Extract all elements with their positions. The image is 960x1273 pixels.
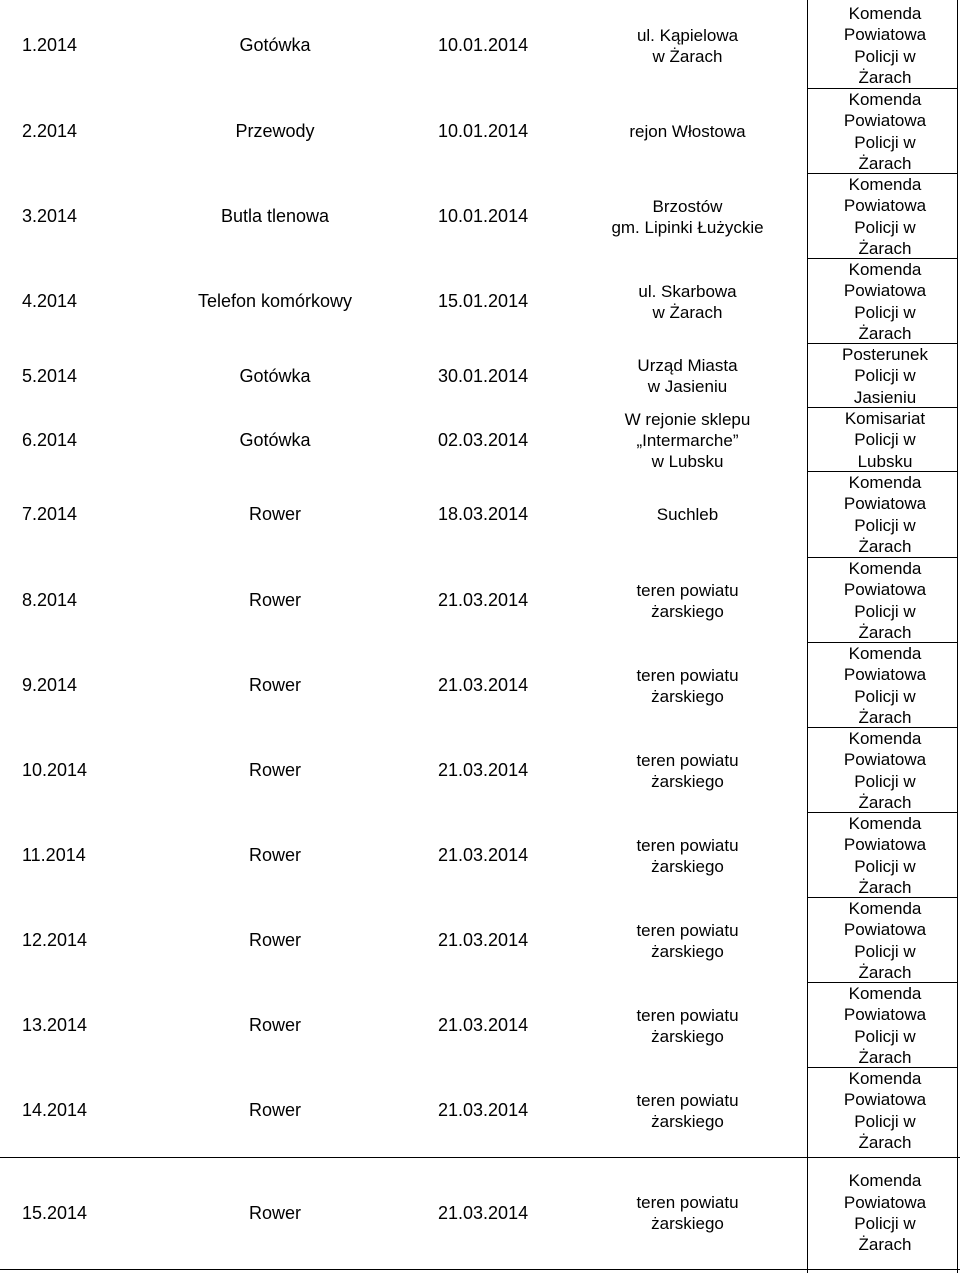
police-unit: Komenda Powiatowa Policji w Żarach [843, 558, 927, 642]
found-date: 30.01.2014 [438, 365, 529, 386]
item-name: Rower [248, 1100, 301, 1120]
record-number: 5.2014 [22, 365, 78, 386]
found-place: Suchleb [656, 505, 719, 524]
item-name: Rower [248, 1202, 301, 1223]
found-date: 18.03.2014 [438, 504, 529, 524]
record-number: 11.2014 [22, 845, 86, 865]
table-bottom-border [0, 1269, 960, 1270]
item-name: Butla tlenowa [220, 206, 330, 226]
police-unit: Komenda Powiatowa Policji w Żarach [843, 174, 927, 258]
item-name: Telefon komórkowy [197, 291, 353, 311]
item-name: Przewody [235, 121, 315, 141]
police-unit: Komenda Powiatowa Policji w Żarach [843, 3, 927, 87]
police-unit: Komenda Powiatowa Policji w Żarach [843, 1171, 927, 1255]
police-unit: Komenda Powiatowa Policji w Żarach [843, 813, 927, 897]
record-number: 14.2014 [22, 1100, 88, 1120]
record-number: 1.2014 [22, 35, 78, 55]
record-number: 7.2014 [22, 504, 78, 524]
found-date: 21.03.2014 [438, 845, 529, 865]
record-number: 2.2014 [22, 121, 78, 141]
record-number: 9.2014 [22, 675, 78, 695]
found-date: 02.03.2014 [438, 429, 529, 450]
found-place: teren powiatu żarskiego [636, 1005, 739, 1046]
police-unit: Komenda Powiatowa Policji w Żarach [843, 259, 927, 343]
police-unit: Komenda Powiatowa Policji w Żarach [843, 643, 927, 727]
found-date: 21.03.2014 [438, 590, 529, 610]
found-date: 21.03.2014 [438, 1015, 529, 1035]
table-row [0, 408, 960, 472]
table-row [0, 983, 960, 1068]
table-row [0, 1068, 960, 1153]
found-date: 21.03.2014 [438, 675, 529, 695]
police-unit: Posterunek Policji w Jasieniu [842, 345, 928, 407]
item-name: Rower [248, 504, 301, 524]
item-name: Gotówka [239, 429, 311, 450]
table-row [0, 174, 960, 259]
table-row [0, 643, 960, 728]
table-row [0, 472, 960, 557]
found-date: 10.01.2014 [438, 121, 529, 141]
police-unit: Komisariat Policji w Lubsku [844, 409, 926, 471]
table-row [0, 344, 960, 408]
found-place: teren powiatu żarskiego [636, 1090, 739, 1131]
found-date: 21.03.2014 [438, 1202, 529, 1223]
found-place: teren powiatu żarskiego [636, 1193, 739, 1233]
record-number: 6.2014 [22, 429, 78, 450]
table-row [0, 3, 960, 88]
record-number: 10.2014 [22, 760, 88, 780]
found-date: 10.01.2014 [438, 35, 529, 55]
record-number: 3.2014 [22, 206, 78, 226]
found-place: teren powiatu żarskiego [636, 835, 739, 876]
table-row [0, 728, 960, 813]
found-date: 21.03.2014 [438, 760, 529, 780]
found-place: W rejonie sklepu „Intermarche” w Lubsku [624, 409, 751, 471]
found-place: teren powiatu żarskiego [636, 750, 739, 791]
found-place: rejon Włostowa [629, 122, 746, 141]
found-date: 21.03.2014 [438, 1100, 529, 1120]
item-name: Rower [248, 590, 301, 610]
record-number: 8.2014 [22, 590, 78, 610]
table-row [0, 89, 960, 174]
record-number: 15.2014 [22, 1202, 88, 1223]
found-place: Urząd Miasta w Jasieniu [637, 356, 738, 396]
found-place: ul. Kąpielowa w Żarach [636, 25, 739, 66]
found-date: 15.01.2014 [438, 291, 529, 311]
police-unit: Komenda Powiatowa Policji w Żarach [843, 898, 927, 982]
table-row [0, 813, 960, 898]
table-row [0, 558, 960, 643]
found-place: Brzostów gm. Lipinki Łużyckie [611, 196, 764, 237]
found-date: 21.03.2014 [438, 930, 529, 950]
found-place: teren powiatu żarskiego [636, 920, 739, 961]
item-name: Gotówka [239, 35, 311, 55]
table-row [0, 1158, 960, 1268]
police-unit: Komenda Powiatowa Policji w Żarach [843, 472, 927, 556]
record-number: 4.2014 [22, 291, 78, 311]
police-unit: Komenda Powiatowa Policji w Żarach [843, 728, 927, 812]
item-name: Rower [248, 760, 301, 780]
found-date: 10.01.2014 [438, 206, 529, 226]
item-name: Rower [248, 1015, 301, 1035]
police-unit: Komenda Powiatowa Policji w Żarach [843, 89, 927, 173]
item-name: Rower [248, 675, 301, 695]
police-unit: Komenda Powiatowa Policji w Żarach [843, 1068, 927, 1152]
found-place: teren powiatu żarskiego [636, 580, 739, 621]
item-name: Rower [248, 930, 301, 950]
found-place: ul. Skarbowa w Żarach [638, 281, 737, 322]
record-number: 12.2014 [22, 930, 88, 950]
table-row [0, 259, 960, 344]
record-number: 13.2014 [22, 1015, 88, 1035]
item-name: Rower [248, 845, 301, 865]
item-name: Gotówka [239, 365, 311, 386]
table-row [0, 898, 960, 983]
found-place: teren powiatu żarskiego [636, 665, 739, 706]
police-unit: Komenda Powiatowa Policji w Żarach [843, 983, 927, 1067]
